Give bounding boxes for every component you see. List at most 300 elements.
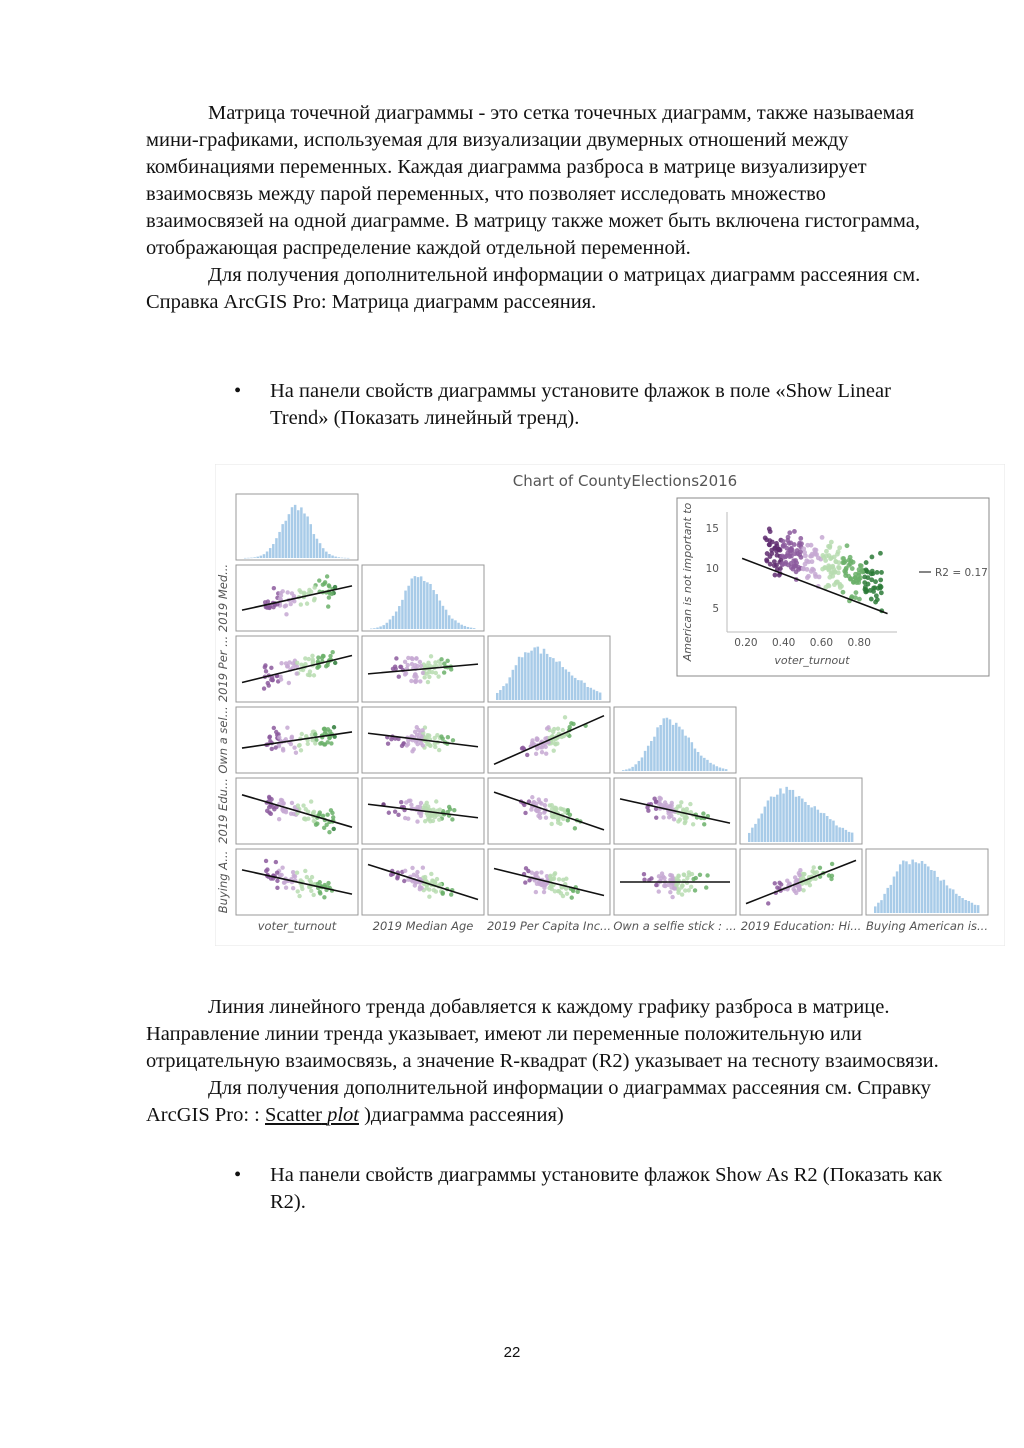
inset-point [849,576,854,581]
histogram-bar [911,860,914,913]
histogram-bar [908,864,911,913]
scatter-point [264,669,268,673]
scatter-point [658,802,662,806]
scatter-point [679,885,683,889]
scatter-point [775,885,779,889]
scatter-point [535,809,539,813]
scatter-point [295,671,299,675]
scatter-point [525,753,529,757]
inset-point [869,597,874,602]
scatter-point [267,735,271,739]
histogram-bar [977,905,980,913]
histogram-bar [247,558,250,559]
scatter-point [318,880,322,884]
scatter-point [262,686,266,690]
row-label: 2019 Per ... [216,635,230,703]
histogram-bar [370,629,373,630]
inset-point [841,556,846,561]
scatter-point [544,815,548,819]
histogram-bar [442,606,445,629]
scatter-point [278,597,282,601]
histogram-bar [341,558,344,559]
histogram-bar [625,769,628,771]
scatter-point [407,799,411,803]
scatter-point [300,732,304,736]
intro-bullet-item: • На панели свойств диаграммы установите флажок в поле «Show Linear Trend» (Показать линейный тренд). [232,378,952,432]
scatter-point [389,873,393,877]
scatter-point [683,888,687,892]
scatter-point [285,590,289,594]
histogram-bar [779,788,782,842]
scatter-point [403,816,407,820]
scatter-point [280,866,284,870]
inset-point [767,543,772,548]
outro-bullet-item: • На панели свойств диаграммы установите флажок Show As R2 (Показать как R2). [232,1162,952,1216]
scatter-point [310,654,314,658]
scatter-point [313,732,317,736]
scatter-point [551,730,555,734]
scatter-point [279,798,283,802]
scatter-point [663,800,667,804]
scatter-point [297,894,301,898]
inset-chart [677,498,989,676]
scatter-point [300,887,304,891]
scatter-point [329,808,333,812]
histogram-bar [464,626,467,629]
scatter-point [422,675,426,679]
inset-x-tick: 0.40 [771,637,796,649]
histogram-bar [574,678,577,700]
histogram-bar [467,627,470,629]
outro-paragraph-1: Линия линейного тренда добавляется к каждому графику разброса в матрице. Направление линии тренда указывает, имеют ли переменные положительную или отрицательную взаимосвязь, а значение R-квадрат (R2) указывает на тесноту взаимосвязи. [146,996,939,1072]
scatter-point [309,889,313,893]
histogram-cell-4 [614,707,736,773]
scatter-cell-r5-c2 [362,778,484,844]
scatter-point [415,870,419,874]
scatter-plot-link[interactable] [265,1104,359,1126]
histogram-bar [508,677,511,700]
inset-point [838,582,843,587]
histogram-bar [933,871,936,913]
scatter-point [301,803,305,807]
scatter-point [303,816,307,820]
histogram-bar [921,861,924,913]
histogram-cell-3 [488,636,610,702]
histogram-bar [709,763,712,771]
histogram-bar [631,767,634,771]
inset-point [841,590,846,595]
scatter-point [678,804,682,808]
histogram-bar [939,881,942,913]
scatter-point [544,798,548,802]
inset-point [812,547,817,552]
scatter-point [812,865,816,869]
histogram-bar [760,814,763,842]
scatter-point [673,886,677,890]
inset-point [854,580,859,585]
scatter-point [654,883,658,887]
scatter-point [526,869,530,873]
inset-point [864,560,869,565]
scatter-point [297,588,301,592]
scatter-point [446,735,450,739]
row-label: 2019 Edu... [216,778,230,844]
inset-point [829,571,834,576]
scatter-point [281,748,285,752]
inset-point [857,573,862,578]
histogram-bar [524,652,527,700]
histogram-bar [974,905,977,913]
scatter-point [330,650,334,654]
histogram-bar [590,688,593,700]
scatter-point [269,666,273,670]
scatter-point [447,805,451,809]
histogram-bar [389,619,392,629]
histogram-bar [386,623,389,629]
scatter-point [791,887,795,891]
histogram-bar [754,824,757,842]
histogram-bar [845,830,848,842]
outro-paragraph-2 [146,1075,946,1129]
scatter-point [296,889,300,893]
scatter-point [802,872,806,876]
scatter-point [426,661,430,665]
scatter-point [397,674,401,678]
histogram-bar [641,757,644,771]
scatter-point [279,661,283,665]
inset-point [775,553,780,558]
scatter-point [527,878,531,882]
scatter-point [287,660,291,664]
histogram-bar [644,751,647,771]
inset-point [878,551,883,556]
column-label: 2019 Education: Hi... [740,919,862,933]
scatter-point [326,604,330,608]
histogram-bar [272,544,275,558]
scatter-point [670,895,674,899]
scatter-point [270,747,274,751]
inset-point [768,562,773,567]
scatter-point [830,874,834,878]
scatter-point [284,810,288,814]
histogram-bar [512,670,515,700]
histogram-bar [697,752,700,771]
histogram-bar [666,718,669,771]
scatter-point [426,817,430,821]
inset-point [854,590,859,595]
histogram-bar [244,558,247,559]
histogram-bar [835,825,838,842]
inset-x-tick: 0.20 [734,637,758,649]
scatter-point [409,679,413,683]
histogram-bar [776,795,779,842]
scatter-point [419,886,423,890]
histogram-bar [263,554,266,558]
histogram-bar [694,749,697,771]
histogram-bar [306,516,309,558]
scatter-point [431,808,435,812]
inset-point [879,590,884,595]
histogram-bar [448,615,451,629]
scatter-point [433,880,437,884]
histogram-bar [848,832,851,842]
histogram-bar [309,524,312,558]
scatter-point [393,665,397,669]
histogram-bar [712,764,715,771]
scatter-point [654,815,658,819]
histogram-bar [647,746,650,771]
scatter-point [552,748,556,752]
scatter-point [556,726,560,730]
scatter-point [563,715,567,719]
scatter-cell-r5-c4 [614,778,736,844]
histogram-bar [460,625,463,629]
scatter-point [451,738,455,742]
histogram-bar [401,600,404,629]
histogram-bar [930,870,933,913]
histogram-bar [586,687,589,700]
histogram-bar [417,577,420,629]
scatter-point [394,656,398,660]
scatter-point [428,813,432,817]
scatter-point [289,736,293,740]
histogram-bar [568,672,571,700]
histogram-bar [338,557,341,558]
scatter-point [566,808,570,812]
scatter-point [535,882,539,886]
scatter-point [387,811,391,815]
scatter-point [325,574,329,578]
scatter-point [294,751,298,755]
histogram-bar [820,813,823,842]
scatter-point [701,811,705,815]
inset-point [863,585,868,590]
scatter-point [556,889,560,893]
inset-point [879,585,884,590]
scatter-point [323,729,327,733]
inset-x-tick: 0.60 [809,637,834,649]
histogram-bar [376,628,379,629]
scatter-point [412,674,416,678]
inset-point [858,563,863,568]
scatter-cell-r6-c3 [488,849,610,915]
scatter-point [685,876,689,880]
histogram-bar [798,796,801,842]
inset-point [801,546,806,551]
histogram-bar [905,861,908,913]
scatter-point [439,657,443,661]
inset-point [822,565,827,570]
scatter-point [547,886,551,890]
scatter-point [801,888,805,892]
inset-point [768,529,773,534]
scatter-point [325,813,329,817]
scatter-point [289,742,293,746]
column-label: Buying American is... [866,919,988,933]
histogram-bar [395,612,398,629]
histogram-bar [748,833,751,842]
scatter-point [410,657,414,661]
scatter-point [303,869,307,873]
histogram-bar [915,862,918,913]
scatter-point [421,743,425,747]
scatter-matrix-svg [215,464,1005,946]
scatter-point [329,741,333,745]
scatter-point [399,800,403,804]
histogram-bar [454,620,457,629]
scatter-point [421,671,425,675]
scatter-point [270,678,274,682]
scatter-point [420,728,424,732]
inset-point [809,543,814,548]
scatter-point [539,801,543,805]
scatter-point [434,671,438,675]
scatter-point [550,803,554,807]
scatter-point [304,807,308,811]
scatter-point [691,822,695,826]
scatter-point [562,807,566,811]
scatter-point [682,873,686,877]
histogram-bar [496,693,499,700]
histogram-bar [675,723,678,771]
scatter-point [798,868,802,872]
scatter-point [523,811,527,815]
scatter-point [418,679,422,683]
scatter-point [306,742,310,746]
scatter-point [393,809,397,813]
histogram-bar [678,727,681,771]
histogram-bar [638,761,641,771]
histogram-bar [807,805,810,842]
scatter-point [279,873,283,877]
scatter-point [322,895,326,899]
histogram-bar [968,901,971,913]
histogram-bar [420,576,423,629]
column-label: voter_turnout [257,919,337,933]
histogram-bar [687,738,690,771]
scatter-point [438,662,442,666]
histogram-bar [432,590,435,629]
scatter-point [561,728,565,732]
scatter-point [277,817,281,821]
scatter-point [663,884,667,888]
histogram-bar [322,548,325,558]
scatter-point [332,827,336,831]
scatter-point [550,807,554,811]
histogram-bar [505,683,508,700]
inset-point [789,548,794,553]
inset-point [869,577,874,582]
scatter-point [415,725,419,729]
scatter-cell-r4-c3 [488,707,610,773]
column-label: 2019 Median Age [372,919,474,933]
histogram-bar [883,894,886,913]
histogram-bar [893,877,896,913]
histogram-bar [896,871,899,913]
scatter-point [423,875,427,879]
histogram-bar [347,558,350,559]
histogram-bar [473,628,476,629]
histogram-bar [706,760,709,771]
scatter-point [296,803,300,807]
inset-point [798,536,803,541]
histogram-bar [285,521,288,558]
scatter-point [702,822,706,826]
histogram-bar [256,557,259,558]
scatter-point [557,877,561,881]
scatter-point [705,873,709,877]
scatter-point [312,598,316,602]
scatter-point [571,722,575,726]
scatter-point [685,807,689,811]
scatter-point [272,726,276,730]
histogram-bar [716,766,719,771]
scatter-point [275,870,279,874]
scatter-cell-r2-c1 [236,565,358,631]
inset-point [870,555,875,560]
scatter-point [297,743,301,747]
histogram-bar [325,552,328,558]
histogram-bar [817,810,820,842]
scatter-point [426,680,430,684]
scatter-point [421,866,425,870]
scatter-point [534,752,538,756]
scatter-point [680,892,684,896]
histogram-bar [319,543,322,558]
scatter-point [787,881,791,885]
scatter-point [267,795,271,799]
histogram-cell-1 [236,494,358,560]
histogram-bar [451,619,454,629]
scatter-point [327,595,331,599]
histogram-bar [429,584,432,629]
histogram-bar [328,554,331,558]
inset-point [767,538,772,543]
scatter-point [318,890,322,894]
scatter-cell-r5-c3 [488,778,610,844]
scatter-matrix-figure [215,464,1005,946]
scatter-point [652,797,656,801]
scatter-point [436,674,440,678]
histogram-bar [842,828,845,842]
histogram-bar [291,507,294,558]
inset-y-tick: 15 [705,523,719,535]
scatter-point [690,872,694,876]
histogram-bar [269,548,272,558]
histogram-cell-6 [866,849,988,915]
histogram-bar [583,683,586,700]
scatter-point [535,736,539,740]
inset-point [780,554,785,559]
scatter-point [311,893,315,897]
scatter-point [386,741,390,745]
histogram-bar [725,769,728,771]
inset-point [792,529,797,534]
scatter-point [766,901,770,905]
scatter-point [793,875,797,879]
scatter-point [668,873,672,877]
histogram-bar [373,628,376,629]
inset-point [837,545,842,550]
scatter-point [573,826,577,830]
histogram-bar [288,514,291,558]
scatter-point [830,862,834,866]
scatter-point [321,582,325,586]
inset-point [773,573,778,578]
scatter-point [552,876,556,880]
histogram-bar [546,654,549,700]
inset-legend-label: R2 = 0.17 [935,567,988,579]
